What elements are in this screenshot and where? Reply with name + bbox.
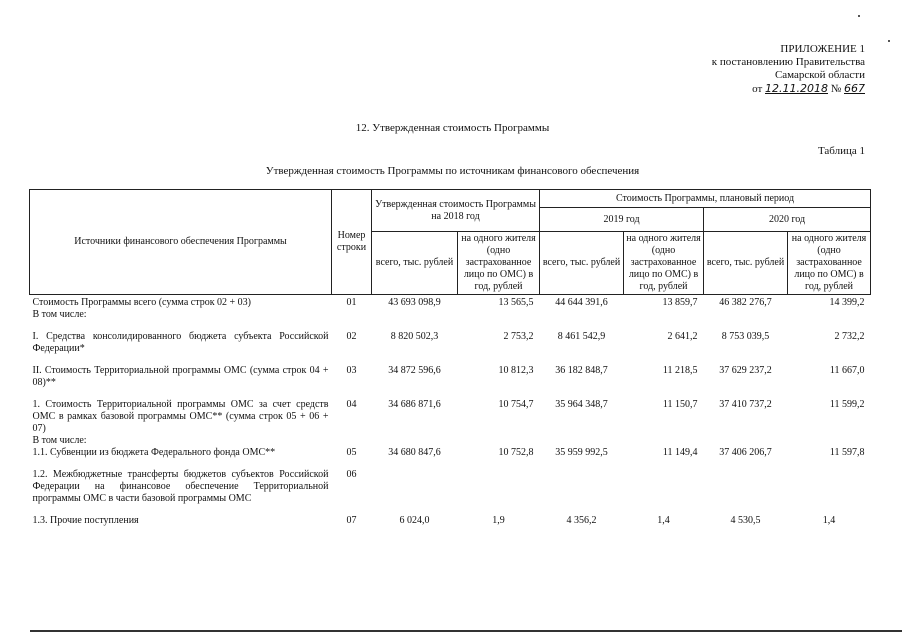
percapita-2019: 13 859,7 [624, 295, 704, 310]
header-percapita-2020: на одного жителя (одно застрахованное лицо по ОМС) в год, рублей [788, 232, 871, 295]
percapita-2018: 2 753,2 [503, 331, 534, 342]
value-2018: 34 872 596,6 [388, 365, 441, 376]
row-number: 06 [346, 469, 357, 480]
table-row [30, 459, 871, 505]
appendix-title: ПРИЛОЖЕНИЕ 1 [780, 43, 865, 55]
row-name: 1. Стоимость Территориальной программы ОМС за счет средств ОМС в рамках базовой программы ОМС** (сумма строк 05 + 06 + 07) [32, 399, 329, 434]
percapita-2020: 14 399,2 [788, 295, 871, 310]
value-2018: 6 024,0 [399, 515, 430, 526]
table-row [30, 389, 871, 435]
percapita-2018: 10 812,3 [498, 365, 534, 376]
percapita-2020: 2 732,2 [834, 331, 865, 342]
appendix-resolution: к постановлению Правительства [711, 56, 865, 68]
row-name: II. Стоимость Территориальной программы ОМС (сумма строк 04 + 08)** [32, 365, 329, 388]
row-number: 03 [346, 365, 357, 376]
cost-table [29, 189, 871, 527]
value-2019: 36 182 848,7 [555, 365, 608, 376]
value-2020: 4 530,5 [730, 515, 761, 526]
header-percapita-2018: на одного жителя (одно застрахованное лицо по ОМС) в год, рублей [458, 232, 540, 295]
percapita-2019: 2 641,2 [667, 331, 698, 342]
percapita-2018: 10 754,7 [498, 399, 534, 410]
percapita-2019: 1,4 [657, 515, 670, 526]
value-2020: 37 406 206,7 [719, 447, 772, 458]
table-caption: Утвержденная стоимость Программы по источникам финансового обеспечения [265, 165, 640, 177]
row-name: 1.2. Межбюджетные трансферты бюджетов субъектов Российской Федерации на финансовое обеспечение Территориальной программы ОМС в части базовой программы ОМС [32, 469, 329, 504]
table-number: Таблица 1 [817, 145, 865, 157]
value-2018: 8 820 502,3 [390, 331, 439, 342]
row-number: 01 [332, 295, 372, 310]
percapita-2019: 11 218,5 [662, 365, 698, 376]
table-row [30, 355, 871, 389]
header-total-2020: всего, тыс. рублей [704, 232, 788, 295]
value-2020: 37 629 237,2 [719, 365, 772, 376]
percapita-2020: 11 599,2 [829, 399, 865, 410]
header-year-2020: 2020 год [704, 208, 871, 232]
value-2019: 35 959 992,5 [555, 447, 608, 458]
percapita-2020: 1,4 [822, 515, 836, 526]
row-number: 02 [346, 331, 357, 342]
percapita-2019: 11 150,7 [662, 399, 698, 410]
value-2018: 34 680 847,6 [388, 447, 441, 458]
date-prefix: от [752, 83, 763, 95]
appendix-block [665, 43, 865, 96]
appendix-region: Самарской области [774, 69, 865, 81]
row-number: 04 [346, 399, 357, 410]
appendix-date-line [665, 82, 865, 96]
header-total-2018: всего, тыс. рублей [372, 232, 458, 295]
table-row [30, 505, 871, 527]
number-value: 667 [844, 82, 865, 95]
table-row [30, 435, 871, 447]
header-row-number: Номер строки [332, 190, 372, 295]
number-prefix: № [830, 83, 842, 95]
percapita-2020: 11 667,0 [829, 365, 865, 376]
page-bottom-edge [30, 630, 902, 632]
row-name: 1.1. Субвенции из бюджета Федерального фонда ОМС** [32, 447, 276, 458]
percapita-2019: 11 149,4 [662, 447, 698, 458]
header-percapita-2019: на одного жителя (одно застрахованное лицо по ОМС) в год, рублей [624, 232, 704, 295]
percapita-2018: 13 565,5 [458, 295, 540, 310]
scan-speck [858, 15, 860, 17]
table-row [30, 321, 871, 355]
table-row [30, 295, 871, 310]
header-source: Источники финансового обеспечения Программы [30, 190, 332, 295]
table-row [30, 447, 871, 459]
header-year-2019: 2019 год [540, 208, 704, 232]
percapita-2018: 1,9 [492, 515, 505, 526]
value-2019: 4 356,2 [566, 515, 597, 526]
value-2019: 8 461 542,9 [557, 331, 606, 342]
table-row [30, 309, 871, 321]
header-approved: Утвержденная стоимость Программы на 2018 год [372, 190, 540, 232]
value-2018: 43 693 098,9 [372, 295, 458, 310]
value-2018: 34 686 871,6 [388, 399, 441, 410]
value-2019: 35 964 348,7 [555, 399, 608, 410]
row-name: Стоимость Программы всего (сумма строк 02 + 03) [30, 295, 332, 310]
row-name: В том числе: [32, 435, 87, 446]
section-title: 12. Утвержденная стоимость Программы [355, 122, 550, 134]
row-number: 05 [346, 447, 357, 458]
value-2020: 8 753 039,5 [721, 331, 770, 342]
row-name: 1.3. Прочие поступления [32, 515, 139, 526]
date-value: 12.11.2018 [765, 82, 828, 95]
row-number: 07 [346, 515, 357, 526]
scan-speck [888, 40, 890, 42]
value-2020: 46 382 276,7 [704, 295, 788, 310]
value-2020: 37 410 737,2 [719, 399, 772, 410]
value-2019: 44 644 391,6 [540, 295, 624, 310]
header-planned: Стоимость Программы, плановый период [540, 190, 871, 208]
row-name: I. Средства консолидированного бюджета субъекта Российской Федерации* [32, 331, 329, 354]
header-total-2019: всего, тыс. рублей [540, 232, 624, 295]
percapita-2020: 11 597,8 [829, 447, 865, 458]
row-name: В том числе: [32, 309, 87, 320]
percapita-2018: 10 752,8 [498, 447, 534, 458]
